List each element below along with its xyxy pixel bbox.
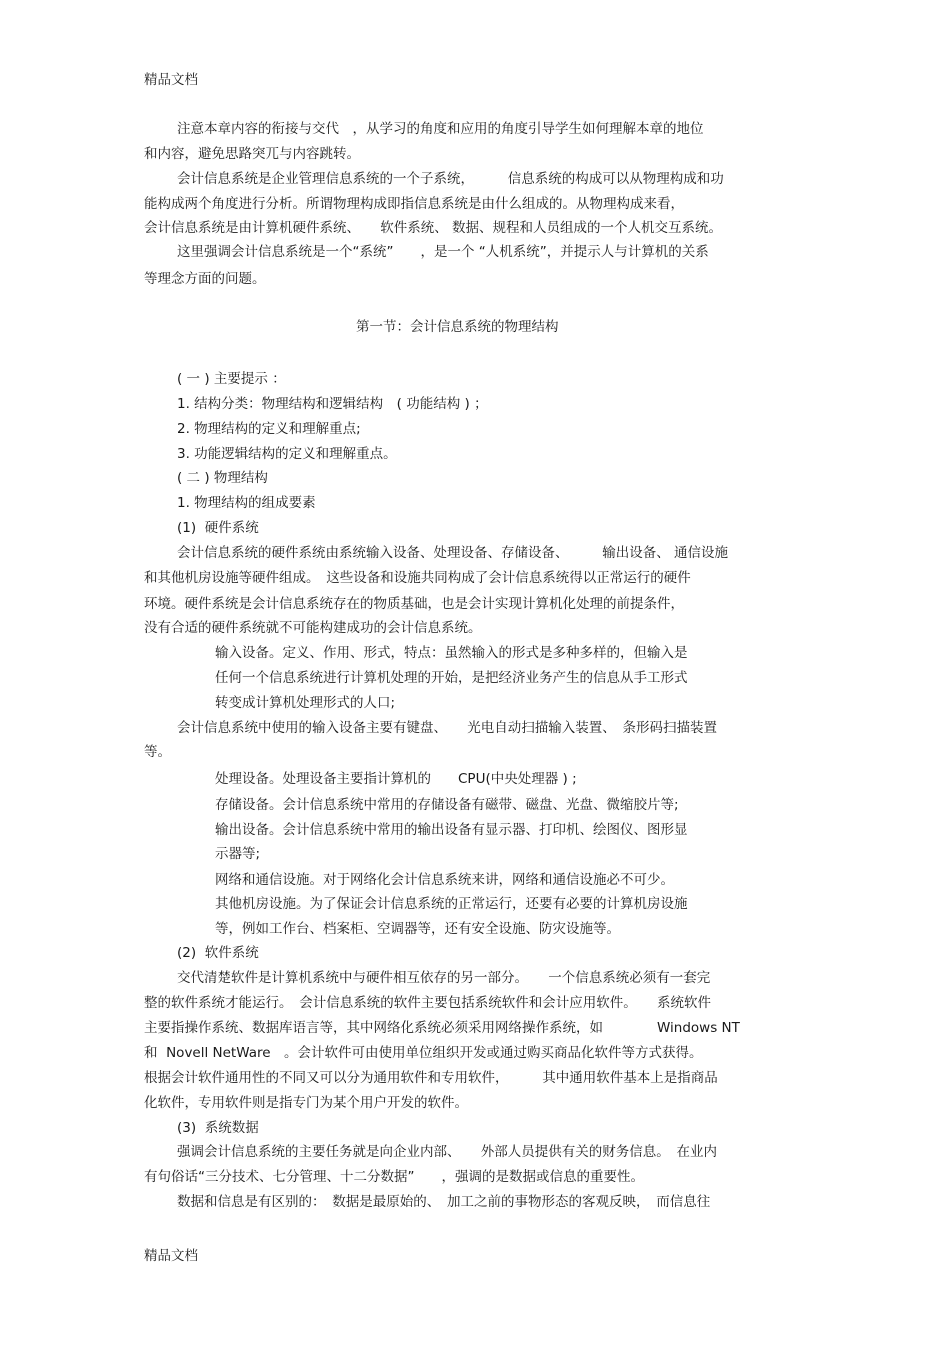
text-line: 强调会计信息系统的主要任务就是向企业内部、 外部人员提供有关的财务信息。 在业内 (177, 1144, 717, 1160)
text-line: 和其他机房设施等硬件组成。 这些设备和设施共同构成了会计信息系统得以正常运行的硬件 (144, 570, 691, 586)
text-line: 等，例如工作台、档案柜、空调器等，还有安全设施、防灾设施等。 (215, 921, 620, 937)
text-line: 交代清楚软件是计算机系统中与硬件相互依存的另一部分。 一个信息系统必须有一套完 (177, 970, 711, 986)
page-header: 精品文档 (144, 72, 198, 88)
text-line: (2) 软件系统 (177, 945, 259, 961)
text-line: 存储设备。会计信息系统中常用的存储设备有磁带、磁盘、光盘、微缩胶片等; (215, 797, 679, 813)
text-line: ( 一 ) 主要提示 ： (177, 371, 286, 387)
text-line: 化软件，专用软件则是指专门为某个用户开发的软件。 (144, 1095, 468, 1111)
text-line: 转变成计算机处理形式的人口; (215, 695, 396, 711)
text-line: 处理设备。处理设备主要指计算机的 CPU(中央处理器 ) ; (215, 771, 577, 787)
text-line: 1. 结构分类：物理结构和逻辑结构 ( 功能结构 ) ； (177, 396, 488, 412)
text-line: 会计信息系统中使用的输入设备主要有键盘、 光电自动扫描输入装置、 条形码扫描装置 (177, 720, 717, 736)
text-line: 等理念方面的问题。 (144, 271, 266, 287)
text-line: 根据会计软件通用性的不同又可以分为通用软件和专用软件， 其中通用软件基本上是指商品 (144, 1070, 718, 1086)
page-footer: 精品文档 (144, 1248, 198, 1264)
text-line: 数据和信息是有区别的： 数据是最原始的、 加工之前的事物形态的客观反映， 而信息往 (177, 1194, 711, 1210)
text-line: 这里强调会计信息系统是一个“系统” ，是一个 “人机系统”，并提示人与计算机的关系 (177, 244, 709, 260)
text-line: 环境。硬件系统是会计信息系统存在的物质基础，也是会计实现计算机化处理的前提条件， (144, 596, 684, 612)
text-line: 和内容，避免思路突兀与内容跳转。 (144, 146, 360, 162)
text-line: 主要指操作系统、数据库语言等，其中网络化系统必须采用网络操作系统，如 Windows NT (144, 1020, 740, 1036)
text-line: 示器等; (215, 846, 261, 862)
text-line: 没有合适的硬件系统就不可能构建成功的会计信息系统。 (144, 620, 482, 636)
text-line: 任何一个信息系统进行计算机处理的开始，是把经济业务产生的信息从手工形式 (215, 670, 688, 686)
text-line: 整的软件系统才能运行。 会计信息系统的软件主要包括系统软件和会计应用软件。 系统软件 (144, 995, 711, 1011)
text-line: 会计信息系统是由计算机硬件系统、 软件系统、 数据、规程和人员组成的一个人机交互系统。 (144, 220, 723, 236)
text-line: 输出设备。会计信息系统中常用的输出设备有显示器、打印机、绘图仪、图形显 (215, 822, 688, 838)
text-line: 网络和通信设施。对于网络化会计信息系统来讲，网络和通信设施必不可少。 (215, 872, 674, 888)
text-line: ( 二 ) 物理结构 (177, 470, 268, 486)
text-line: (1) 硬件系统 (177, 520, 259, 536)
text-line: 会计信息系统是企业管理信息系统的一个子系统， 信息系统的构成可以从物理构成和功 (177, 171, 724, 187)
text-line: 有句俗话“三分技术、七分管理、十二分数据” ，强调的是数据或信息的重要性。 (144, 1169, 644, 1185)
text-line: 和 Novell NetWare 。会计软件可由使用单位组织开发或通过购买商品化软件等方式获得。 (144, 1045, 703, 1061)
section-title: 第一节：会计信息系统的物理结构 (356, 319, 559, 335)
text-line: 等。 (144, 744, 171, 760)
text-line: 1. 物理结构的组成要素 (177, 495, 316, 511)
text-line: 3. 功能逻辑结构的定义和理解重点。 (177, 446, 397, 462)
text-line: 能构成两个角度进行分析。所谓物理构成即指信息系统是由什么组成的。从物理构成来看， (144, 196, 684, 212)
text-line: (3) 系统数据 (177, 1120, 259, 1136)
text-line: 输入设备。定义、作用、形式，特点：虽然输入的形式是多种多样的，但输入是 (215, 645, 688, 661)
text-line: 注意本章内容的衔接与交代 ，从学习的角度和应用的角度引导学生如何理解本章的地位 (177, 121, 704, 137)
text-line: 会计信息系统的硬件系统由系统输入设备、处理设备、存储设备、 输出设备、 通信设施 (177, 545, 729, 561)
text-line: 其他机房设施。为了保证会计信息系统的正常运行，还要有必要的计算机房设施 (215, 896, 688, 912)
text-line: 2. 物理结构的定义和理解重点; (177, 421, 361, 437)
